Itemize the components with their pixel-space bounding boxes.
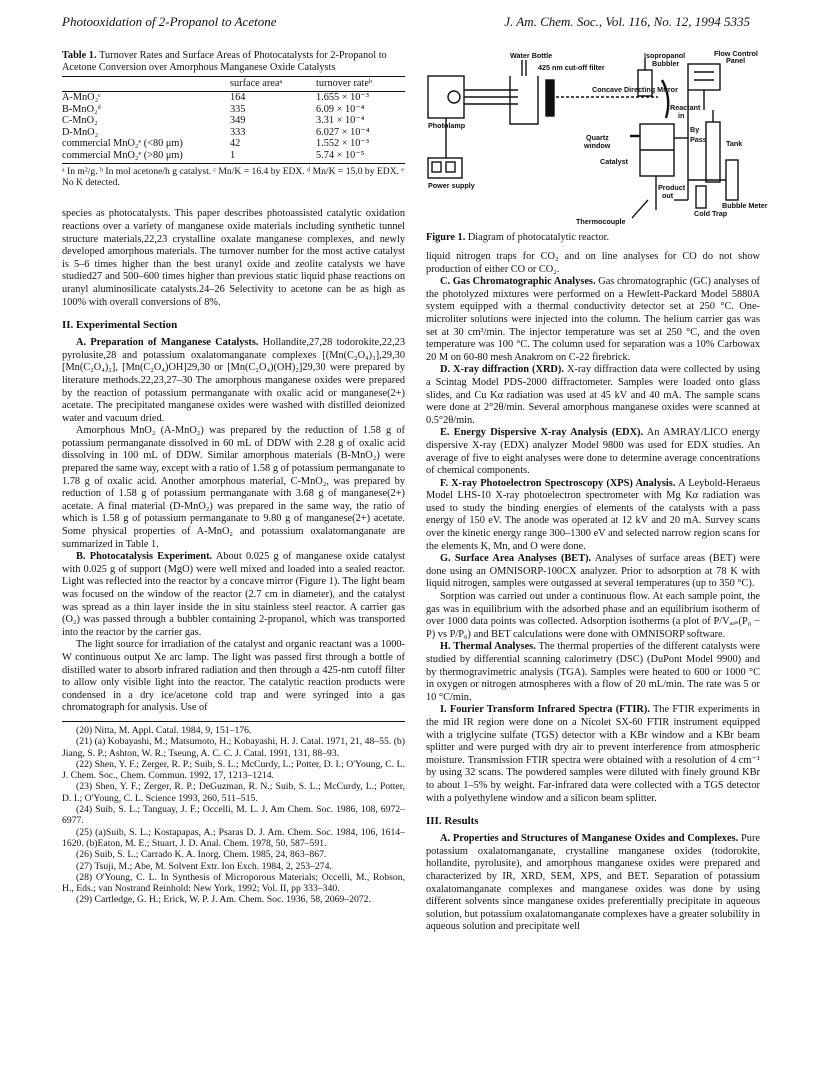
label-panel: Panel xyxy=(726,56,746,65)
lamp-bulb xyxy=(448,91,460,103)
power-supply xyxy=(428,158,462,178)
table-cell: B-MnO₂ᵈ xyxy=(62,103,101,115)
table-header-row xyxy=(62,77,405,92)
paragraph-heading: F. X-ray Photoelectron Spectroscopy (XPS) Analysis. xyxy=(440,477,676,489)
table-col-header: surface areaᵃ xyxy=(230,77,316,92)
reference-item: (27) Tsuji, M.; Abe, M. Solvent Extr. Ion Exch. 1984, 2, 253–274. xyxy=(76,860,332,872)
paragraph-g2: Sorption was carried out under a continuous flow. At each sample point, the gas was in equilibrium with the adsorbed phase and an equilibrium isotherm of over 1000 data points was collected. Adsorption isotherms (a plot of P/Vₐₔₛ(P₀ − P) vs P/P₀) and BET calculations were done with OMNISORP software. xyxy=(426,591,760,640)
intro-paragraph: species as photocatalysts. This paper describes photoassisted catalytic oxidation reactions over a variety of manganese oxide materials including synthetic tunnel structure materials,22,23 crystalline oxalate manganese complexes, and newly developed amorphous materials. The turnover number for the most active catalyst is 5–6 times higher than the best uranyl oxide and zeolite catalysts we have studied27 and 500–600 times higher than previous static liquid phase reactions on uranyl aluminosilicate catalysts.24–26 Selectivity to acetone can be as high as 100% with overall conversions of 8%. xyxy=(62,208,405,308)
label-bubbler: Bubbler xyxy=(652,59,680,68)
reference-item: (28) O'Young, C. L. In Synthesis of Microporous Materials; Occelli, M., Robson, H., Eds.; van Nostrand Reinhold: New York, 1992; Vol. II, pp 333–340. xyxy=(62,871,405,895)
table-cell: 42 xyxy=(230,138,241,150)
table-caption-label: Table 1. xyxy=(62,50,97,61)
table-cell: 335 xyxy=(230,103,246,115)
reference-item: (23) Shen, Y. F.; Zerger, R. P.; DeGuzman, R. N.; Suib, S. L.; McCurdy, L.; Potter, D. I.; O'Young, C. L. Science 1993, 260, 511–515. xyxy=(62,781,405,804)
flow-control-panel xyxy=(688,64,720,90)
paragraph-text: The FTIR experiments in the mid IR region were done on a Nicolet SX-60 FTIR instrument equipped with a triglycine sulfate (TGS) detector with a KBr window and a KBr beam splitter and were purged with dry air to prevent interference from atmospheric moisture. Transmission FTIR spectra were obtained with a resolution of 4 cm⁻¹ by using 32 scans. The powdered samples were diluted with finely ground KBr to about 1–5% by weight. Far-infrared data were collected with a TGS detector with a polyethylene window and a silicon beam splitter. xyxy=(426,704,760,804)
label-pass: Pass xyxy=(690,135,707,144)
section-heading: III. Results xyxy=(426,815,479,828)
figure-caption xyxy=(426,232,760,243)
paragraph-text: An AMRAY/LICO energy dispersive X-ray (EDX) analyzer Model 9800 was used for EDX studies. An average of five to eight analyses were done to determine average concentrations of chemical components. xyxy=(426,427,760,477)
table-row xyxy=(62,127,405,139)
reference-item: (29) Cartledge, G. H.; Erick, W. P. J. Am. Chem. Soc. 1936, 58, 2069–2072. xyxy=(76,894,371,906)
photolamp-housing xyxy=(428,76,464,118)
table-cell: commercial MnO₂ᵉ (<80 μm) xyxy=(62,138,183,150)
label-water-bottle: Water Bottle xyxy=(510,51,553,60)
paragraph-heading: E. Energy Dispersive X-ray Analysis (EDX). xyxy=(440,427,644,439)
label-thermocouple: Thermocouple xyxy=(576,217,626,226)
table-cell: A-MnO₂ᶜ xyxy=(62,92,101,103)
paragraph-b2: The light source for irradiation of the catalyst and organic reactant was a 1000-W continuous output Xe arc lamp. The light was passed first through a bottle of distilled water to absorb infrared radiation and then through a 425-nm cutoff filter to allow only visible light into the reactor. The catalytic reaction products were condensed in a dry ice/acetone cold trap and were syringed into a gas chromatograph for analysis. Use of xyxy=(62,639,405,714)
reference-item: (20) Nitta, M. Appl. Catal. 1984, 9, 151–176. xyxy=(76,724,252,736)
table-col-header xyxy=(62,77,230,92)
table-cell: 349 xyxy=(230,115,246,127)
label-photolamp: Photolamp xyxy=(428,121,466,130)
paragraph-heading: G. Surface Area Analyses (BET). xyxy=(440,553,592,565)
reference-item: (24) Suib, S. L.; Tanguay, J. F.; Occelli, M. L. J. Am Chem. Soc. 1986, 108, 6972–6977. xyxy=(62,804,405,827)
label-bubble-meter: Bubble Meter xyxy=(722,201,768,210)
table-cell: 164 xyxy=(230,92,246,103)
paragraph-text: About 0.025 g of manganese oxide catalyst with 0.025 g of support (MgO) were well mixed and loaded into a sealed reactor. Light was reflected into the reactor by a concave mirror (Figure 1). The light beam was focused on the window of the reactor (2.7 cm in diameter), and the catalyst was spread as a thin layer inside the in situ stainless steel reactor. A carrier gas (O₂) was passed through a bubbler containing 2-propanol, which was transported into the reactor by the carrier gas. xyxy=(62,551,405,638)
paragraph-c xyxy=(426,276,760,364)
paragraph-heading: C. Gas Chromatographic Analyses. xyxy=(440,276,596,288)
label-power-supply: Power supply xyxy=(428,181,475,190)
table-caption-text: Turnover Rates and Surface Areas of Photocatalysts for 2-Propanol to Acetone Conversion over Amorphous Manganese Oxide Catalysts xyxy=(62,50,387,74)
paragraph-heading: A. Preparation of Manganese Catalysts. xyxy=(76,337,259,349)
paragraph-a2: Amorphous MnO₂ (A-MnO₂) was prepared by the reduction of 1.58 g of potassium permanganate dissolved in 60 mL of DDW with 2.28 g of oxalic acid dissolving in 100 mL of DDW. Similar amorphous materials (B-MnO₂) were prepared the same way, except with a ratio of 1.58 g of potassium permanganate to 1.78 g of oxalic acid. Another amorphous material, C-MnO₂, was prepared by reduction of 1.58 g of potassium permanganate with 3.68 g of manganese(2+) acetate. A final material (D-MnO₂) was prepared in the same way, the ratio of which is 1.58 g of potassium permanganate to 9.80 g of manganese(2+) acetate. Some physical properties of A-MnO₂ and potassium oxalatomanganate are summarized in Table 1. xyxy=(62,425,405,550)
table-cell: 1 xyxy=(230,149,236,161)
label-filter: 425 nm cut-off filter xyxy=(538,63,605,72)
paragraph-text: Pure potassium oxalatomanganate, crystalline manganese oxides (todorokite, hollandite, pyrolusite), and amorphous manganese oxides were prepared and characterized by IR, XRD, SEM, XPS, and BET. Separation of potassium oxalatomanganate complexes and manganese oxides was done by using different solvents since manganese oxides preferentially precipitate in aqueous solution, but potassium oxalatomanganate complexes have a greater solubility in aqueous solution and precipitate well xyxy=(426,833,760,933)
paragraph-heading: D. X-ray diffraction (XRD). xyxy=(440,364,564,376)
table-row xyxy=(62,150,405,162)
table-footnote: ᵃ In m²/g. ᵇ In mol acetone/h g catalyst. ᶜ Mn/K = 16.4 by EDX. ᵈ Mn/K = 15.0 by EDX. ᵉ No K detected. xyxy=(62,163,405,189)
paragraph-continued: liquid nitrogen traps for CO₂ and on line analyses for CO do not show production of either CO or CO₂. xyxy=(426,251,760,275)
figure-caption-label: Figure 1. xyxy=(426,232,466,243)
table-cell: C-MnO₂ xyxy=(62,115,98,127)
paragraph-f xyxy=(426,478,760,554)
table-cell: 6.027 × 10⁻⁴ xyxy=(316,126,370,138)
references xyxy=(62,721,405,906)
gas-tank xyxy=(706,122,720,182)
reference-item: (21) (a) Kobayashi, M.; Matsumoto, H.; Kobayashi, H. J. Catal. 1971, 21, 48–55. (b) Jiang, S. P.; Ashton, W. R.; Tseung, A. C. C. J. Catal. 1991, 131, 88–93. xyxy=(62,736,405,759)
table-cell: 333 xyxy=(230,126,246,138)
label-product: Product xyxy=(658,183,686,192)
paragraph-g xyxy=(426,553,760,591)
label-window: window xyxy=(584,141,611,150)
left-column xyxy=(62,50,405,906)
reactor-diagram xyxy=(426,49,768,228)
label-tank: Tank xyxy=(726,139,743,148)
paragraph-a xyxy=(62,337,405,425)
paragraph-results-a xyxy=(426,833,760,934)
label-isopropanol: Isopropanol xyxy=(644,51,686,60)
reference-item: (25) (a)Suib, S. L.; Kostapapas, A.; Psaras D. J. Am. Chem. Soc. 1984, 106, 1614–1620. (b)Eaton, M. E.; Stuart, J. D. Anal. Chem. 1978, 50, 587–591. xyxy=(62,826,405,849)
label-flow-control: Flow Control xyxy=(714,49,758,58)
paragraph-i xyxy=(426,704,760,805)
table-row xyxy=(62,104,405,116)
paragraph-text: Gas chromatographic (GC) analyses of the photolyzed mixtures were performed on a Hewlett-Packard Model 5880A system equipped with a thermal conductivity detector set at 250 °C. One-microliter solutions were injected into the column. The helium carrier gas was set at 30 cm³/min. The injector temperature was set at 250 °C, and the oven temperature was 100 °C. The column used for separation was a 10% Carbowax 20 M on 60-80 mesh Anakrom on C-22 firebrick. xyxy=(426,276,761,363)
label-reactant: Reactant xyxy=(670,103,701,112)
table-cell: 6.09 × 10⁻⁴ xyxy=(316,103,365,115)
figure-1 xyxy=(426,49,768,228)
section-heading: II. Experimental Section xyxy=(62,319,178,332)
table-cell: commercial MnO₂ᵉ (>80 μm) xyxy=(62,149,183,161)
table-caption xyxy=(62,50,405,74)
label-catalyst: Catalyst xyxy=(600,157,628,166)
paragraph-text: A Leybold-Heraeus Model LHS-10 X-ray photoelectron spectrometer with Mg Kα radiation was used to study the binding energies of elements of the catalysts with a pass energy of 150 eV. The anode was operated at 12 kV and 20 mA. Survey scans over the kinetic energy range 300–1300 eV and selected narrow region scans for the elements K, Mn, and O were done. xyxy=(426,477,760,552)
right-column xyxy=(426,49,768,934)
filter xyxy=(546,80,554,116)
paragraph-b xyxy=(62,551,405,639)
label-quartz: Quartz xyxy=(586,133,609,142)
paragraph-heading: B. Photocatalysis Experiment. xyxy=(76,551,213,563)
table-row xyxy=(62,92,405,104)
paragraph-text: Analyses of surface areas (BET) were done using an OMNISORP-100CX analyzer. Prior to adsorption at 78 K with liquid nitrogen, samples were outgassed at several temperatures (up to 350 °C). xyxy=(426,553,761,590)
label-mirror: Concave Directing Mirror xyxy=(592,85,678,94)
figure-caption-text: Diagram of photocatalytic reactor. xyxy=(467,232,610,243)
label-by: By xyxy=(690,125,700,134)
label-in: in xyxy=(678,111,685,120)
label-out: out xyxy=(662,191,674,200)
table-cell: 5.74 × 10⁻⁵ xyxy=(316,149,365,161)
table-cell: D-MnO₂ xyxy=(62,126,99,138)
paragraph-text: X-ray diffraction data were collected by using a Scintag Model PDS-2000 diffractometer. Samples were loaded onto glass slides, and Cu Kα radiation was used at 45 kV and 40 mA. The sample scans were done at 2°2θ/min. Several amorphous manganese oxides were scanned at 0.5°2θ/min. xyxy=(426,364,760,426)
reference-item: (26) Suib, S. L.; Carrado K. A. Inorg. Chem. 1985, 24, 863–867. xyxy=(76,849,327,861)
cold-trap xyxy=(696,186,706,208)
table-1 xyxy=(62,76,405,161)
table-col-header: turnover rateᵇ xyxy=(316,77,405,92)
water-bottle xyxy=(510,76,538,124)
paragraph-heading: A. Properties and Structures of Manganese Oxides and Complexes. xyxy=(440,833,739,845)
paragraph-h xyxy=(426,641,760,704)
bubble-meter xyxy=(726,160,738,200)
running-header-journal: J. Am. Chem. Soc., Vol. 116, No. 12, 1994 5335 xyxy=(504,14,750,29)
table-row xyxy=(62,115,405,127)
table-cell: 1.655 × 10⁻³ xyxy=(316,92,369,103)
table-cell: 1.552 × 10⁻³ xyxy=(316,138,369,150)
label-cold-trap: Cold Trap xyxy=(694,209,728,218)
paragraph-e xyxy=(426,427,760,477)
paragraph-heading: H. Thermal Analyses. xyxy=(440,641,536,653)
table-row xyxy=(62,138,405,150)
table-cell: 3.31 × 10⁻⁴ xyxy=(316,115,365,127)
paragraph-text: The thermal properties of the different catalysts were studied by differential scanning calorimetry (DSC) (DuPont Model 9900) and by thermogravimetric analysis (TGA). Samples were heated to 600 or 1000 °C in oxygen or nitrogen atmospheres with a flow of 20 mL/min. The rate was 5 or 10 °C/min. xyxy=(426,641,761,703)
paragraph-text: Hollandite,27,28 todorokite,22,23 pyrolusite,28 and potassium oxalatomanganate complexes [(Mn(C₂O₄)₃],29,30 [Mn(C₂O₄)₂], [Mn(C₂O₄)OH]29,30 or [Mn(C₂O₄)(OH)₂]29,30 were prepared by literature methods.22,23,27–30 The amorphous manganese oxides were prepared by the reaction of potassium permanganate with oxalic acid or manganese(2+) acetate. The precipitated manganese oxides were washed with distilled deionized water and vacuum dried. xyxy=(62,337,405,424)
paragraph-heading: I. Fourier Transform Infrared Spectra (FTIR). xyxy=(440,704,650,716)
reference-item: (22) Shen, Y. F.; Zerger, R. P.; Suib, S. L.; McCurdy, L.; Potter, D. I.; O'Young, C. L. J. Chem. Soc., Chem. Commun. 1992, 17, 1213–1214. xyxy=(62,758,405,782)
paragraph-d xyxy=(426,364,760,427)
running-header-title: Photooxidation of 2-Propanol to Acetone xyxy=(62,14,277,29)
